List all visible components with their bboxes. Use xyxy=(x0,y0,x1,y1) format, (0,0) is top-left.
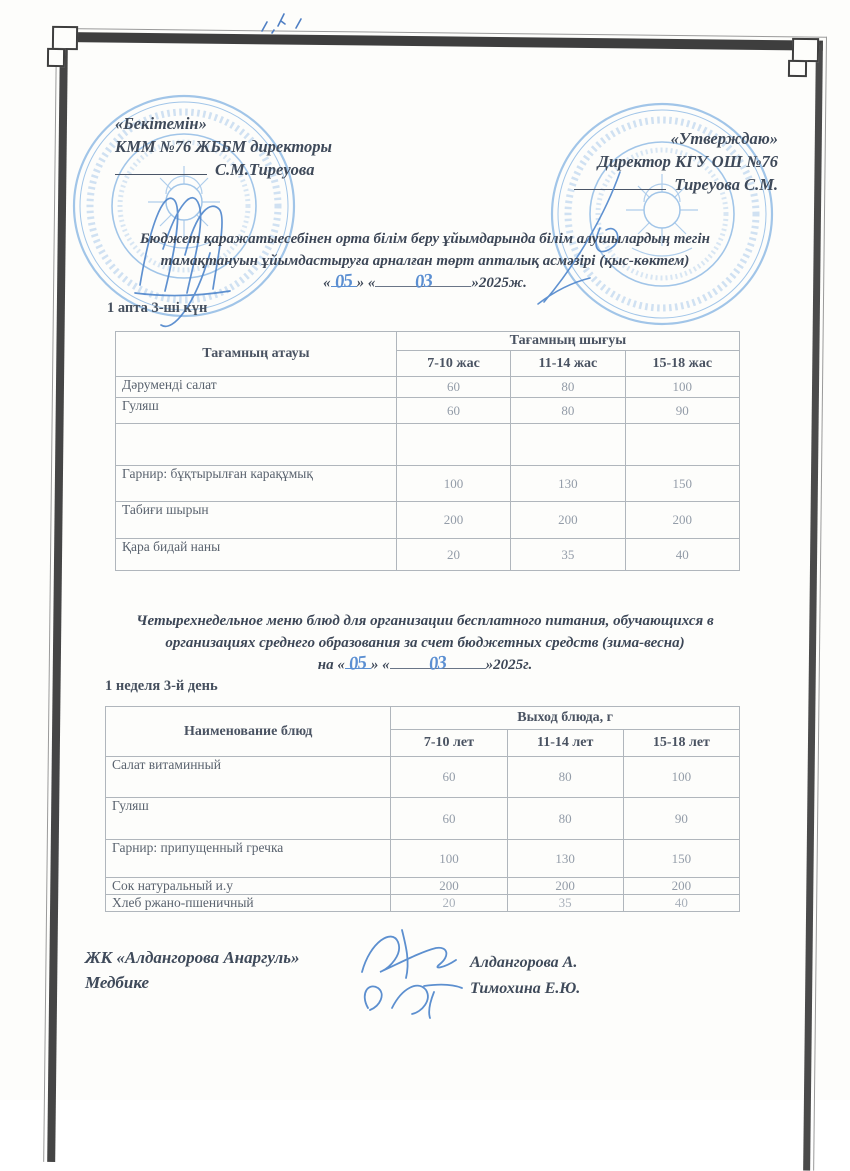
portion-cell: 90 xyxy=(625,398,739,424)
approval-block-right xyxy=(540,127,778,196)
portion-cell: 200 xyxy=(391,878,507,895)
title-kk-dateline xyxy=(85,270,765,295)
date-day-blank xyxy=(345,652,371,675)
table-row xyxy=(106,757,740,798)
document-title-kk xyxy=(85,229,765,295)
age-col-header: 15-18 лет xyxy=(623,730,739,757)
quote-open: « xyxy=(367,275,376,291)
portion-cell: 200 xyxy=(511,502,625,539)
portion-cell: 130 xyxy=(507,840,623,878)
footer-org-role: Медбике xyxy=(85,973,150,992)
title-ru-line1: Четырехнедельное меню блюд для организации бесплатного питания, обучающихся в xyxy=(136,613,714,629)
table-header-row xyxy=(116,332,740,351)
portion-cell: 40 xyxy=(625,539,739,571)
date-year: 2025ж. xyxy=(478,275,527,291)
portion-cell xyxy=(625,424,739,466)
table-row xyxy=(116,398,740,424)
table-row xyxy=(116,502,740,539)
date-month-blank xyxy=(375,270,471,293)
portion-cell: 80 xyxy=(507,798,623,840)
portion-cell xyxy=(396,424,510,466)
document-title-ru xyxy=(85,611,765,677)
section-label-kk: 1 апта 3-ші күн xyxy=(107,300,208,316)
table-header-row xyxy=(106,707,740,730)
portion-cell: 150 xyxy=(623,840,739,878)
corner-bracket-top-right xyxy=(792,38,819,62)
age-col-header: 15-18 жас xyxy=(625,351,739,377)
age-col-header: 11-14 лет xyxy=(507,730,623,757)
portion-cell: 80 xyxy=(511,398,625,424)
signature-blank-line xyxy=(115,160,207,175)
output-group-header: Тағамның шығуы xyxy=(396,332,739,351)
portion-cell: 100 xyxy=(625,377,739,398)
handwritten-month: 03 xyxy=(428,652,448,675)
footer-name-2: Тимохина Е.Ю. xyxy=(470,980,581,997)
portion-cell: 100 xyxy=(391,840,507,878)
portion-cell: 150 xyxy=(625,466,739,502)
table-row xyxy=(106,798,740,840)
quote-close: » xyxy=(485,657,494,673)
portion-cell: 60 xyxy=(391,798,507,840)
corner-bracket-top-left-2 xyxy=(47,48,65,67)
portion-cell: 60 xyxy=(396,377,510,398)
menu-table-kk xyxy=(115,331,740,571)
quote-open: « xyxy=(323,275,331,291)
dish-name-cell: Гарнир: бұқтырылған карақұмық xyxy=(116,466,397,502)
portion-cell: 20 xyxy=(396,539,510,571)
approval-left-title: «Бекітемін» xyxy=(115,114,207,133)
date-month-blank xyxy=(390,652,486,675)
table-row-empty xyxy=(116,424,740,466)
approval-right-name: Тиреуова С.М. xyxy=(674,175,778,194)
dish-name-cell: Қара бидай наны xyxy=(116,539,397,571)
date-prefix: на xyxy=(317,657,334,673)
quote-close: » xyxy=(370,657,379,673)
portion-cell: 80 xyxy=(507,757,623,798)
portion-cell: 200 xyxy=(396,502,510,539)
portion-cell: 60 xyxy=(391,757,507,798)
portion-cell: 35 xyxy=(507,895,623,912)
corner-bracket-top-left xyxy=(52,26,78,50)
menu-table-ru xyxy=(105,706,740,912)
title-ru-line2: организациях среднего образования за счет бюджетных средств (зима-весна) xyxy=(165,634,685,651)
handwritten-month: 03 xyxy=(413,270,433,293)
dish-name-cell: Дәруменді салат xyxy=(116,377,397,398)
portion-cell: 35 xyxy=(511,539,625,571)
dish-name-cell xyxy=(116,424,397,466)
corner-bracket-top-right-2 xyxy=(788,60,807,77)
dish-name-cell: Гуляш xyxy=(116,398,397,424)
approval-left-position: КММ №76 ЖББМ директоры xyxy=(115,137,332,156)
portion-cell: 100 xyxy=(396,466,510,502)
dish-name-cell: Сок натуральный и.у xyxy=(106,878,391,895)
dish-name-header: Тағамның атауы xyxy=(116,332,397,377)
output-group-header: Выход блюда, г xyxy=(391,707,740,730)
scan-border-frame xyxy=(47,32,823,1171)
dish-name-cell: Гарнир: припущенный гречка xyxy=(106,840,391,878)
table-row xyxy=(106,840,740,878)
approval-block-left xyxy=(115,112,332,181)
dish-name-cell: Хлеб ржано-пшеничный xyxy=(106,895,391,912)
portion-cell: 20 xyxy=(391,895,507,912)
approval-right-position: Директор КГУ ОШ №76 xyxy=(597,152,778,171)
table-row xyxy=(106,895,740,912)
table-row xyxy=(116,377,740,398)
age-col-header: 7-10 лет xyxy=(391,730,507,757)
table-row xyxy=(106,878,740,895)
portion-cell: 60 xyxy=(396,398,510,424)
table-row xyxy=(116,539,740,571)
approval-left-signature-line xyxy=(115,158,332,181)
date-year: 2025г. xyxy=(493,657,533,673)
title-ru-dateline xyxy=(85,652,765,677)
table-row xyxy=(116,466,740,502)
age-col-header: 7-10 жас xyxy=(396,351,510,377)
age-col-header: 11-14 жас xyxy=(511,351,625,377)
portion-cell: 100 xyxy=(623,757,739,798)
portion-cell: 200 xyxy=(623,878,739,895)
title-kk-line1: Бюджет қаражатыесебінен орта білім беру ұйымдарында білім алушылардың тегін xyxy=(140,231,710,247)
date-day-blank xyxy=(331,270,357,293)
approval-right-title: «Утверждаю» xyxy=(670,129,778,148)
portion-cell: 40 xyxy=(623,895,739,912)
portion-cell: 130 xyxy=(511,466,625,502)
footer-org-name: ЖК «Алдангорова Анаргуль» xyxy=(85,948,300,967)
footer-names xyxy=(470,950,580,1002)
quote-open: « xyxy=(382,657,390,673)
quote-close: » xyxy=(356,275,365,291)
footer-name-1: Алдангорова А. xyxy=(470,954,578,971)
dish-name-cell: Гуляш xyxy=(106,798,391,840)
title-kk-line2: тамақтануын ұйымдастыруға арналған төрт апталық асмәзірі (қыс-көктем) xyxy=(160,252,690,269)
handwritten-day: 05 xyxy=(333,270,354,293)
dish-name-cell: Салат витаминный xyxy=(106,757,391,798)
approval-left-name: С.М.Тиреуова xyxy=(215,160,315,179)
footer-organization xyxy=(85,945,299,995)
portion-cell: 200 xyxy=(507,878,623,895)
quote-close: » xyxy=(471,275,479,291)
portion-cell xyxy=(511,424,625,466)
dish-name-header: Наименование блюд xyxy=(106,707,391,757)
portion-cell: 80 xyxy=(511,377,625,398)
handwritten-day: 05 xyxy=(348,652,368,675)
approval-right-signature-line xyxy=(540,173,778,196)
portion-cell: 90 xyxy=(623,798,739,840)
quote-open: « xyxy=(337,657,345,673)
signature-blank-line xyxy=(574,175,666,190)
portion-cell: 200 xyxy=(625,502,739,539)
dish-name-cell: Табиғи шырын xyxy=(116,502,397,539)
section-label-ru: 1 неделя 3-й день xyxy=(105,678,218,694)
